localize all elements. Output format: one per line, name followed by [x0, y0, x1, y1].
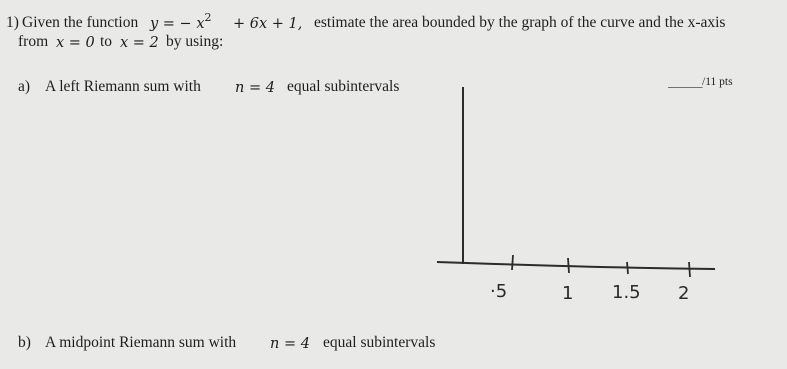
tick-1 — [568, 258, 569, 273]
x-axis-line — [437, 262, 715, 269]
estimate-text: estimate the area bounded by the graph of the curve and the x-axis — [314, 14, 726, 31]
tick-label-2: 2 — [678, 283, 690, 304]
part-a-rest: equal subintervals — [287, 78, 400, 95]
points-blank: ______ — [668, 77, 703, 89]
tick-2 — [689, 262, 690, 277]
to-word: to — [100, 33, 113, 50]
part-b-text: A midpoint Riemann sum with — [45, 334, 237, 351]
function-lhs-text: y = − x — [150, 16, 205, 32]
tick-0-5 — [512, 255, 513, 270]
part-a-label: a) — [18, 78, 31, 95]
tick-label-1: 1 — [562, 283, 574, 304]
part-a-text: A left Riemann sum with — [45, 78, 201, 95]
given-prefix: Given the function — [22, 14, 139, 31]
function-rest: + 6x + 1, — [233, 16, 303, 32]
points-label: /11 pts — [702, 76, 733, 88]
function-exponent: 2 — [204, 11, 212, 24]
by-using: by using: — [166, 33, 224, 50]
tick-1-5 — [627, 262, 628, 274]
part-a-n: n = 4 — [235, 80, 275, 96]
tick-label-1-5: 1.5 — [612, 282, 641, 303]
from-word: from — [18, 33, 49, 50]
problem-number: 1) — [6, 14, 19, 31]
part-b-rest: equal subintervals — [323, 334, 436, 351]
tick-label-0-5: ·5 — [490, 281, 508, 302]
part-b-n: n = 4 — [270, 336, 310, 352]
x-end: x = 2 — [120, 35, 159, 51]
part-b-label: b) — [18, 334, 31, 351]
x-start: x = 0 — [56, 35, 95, 51]
